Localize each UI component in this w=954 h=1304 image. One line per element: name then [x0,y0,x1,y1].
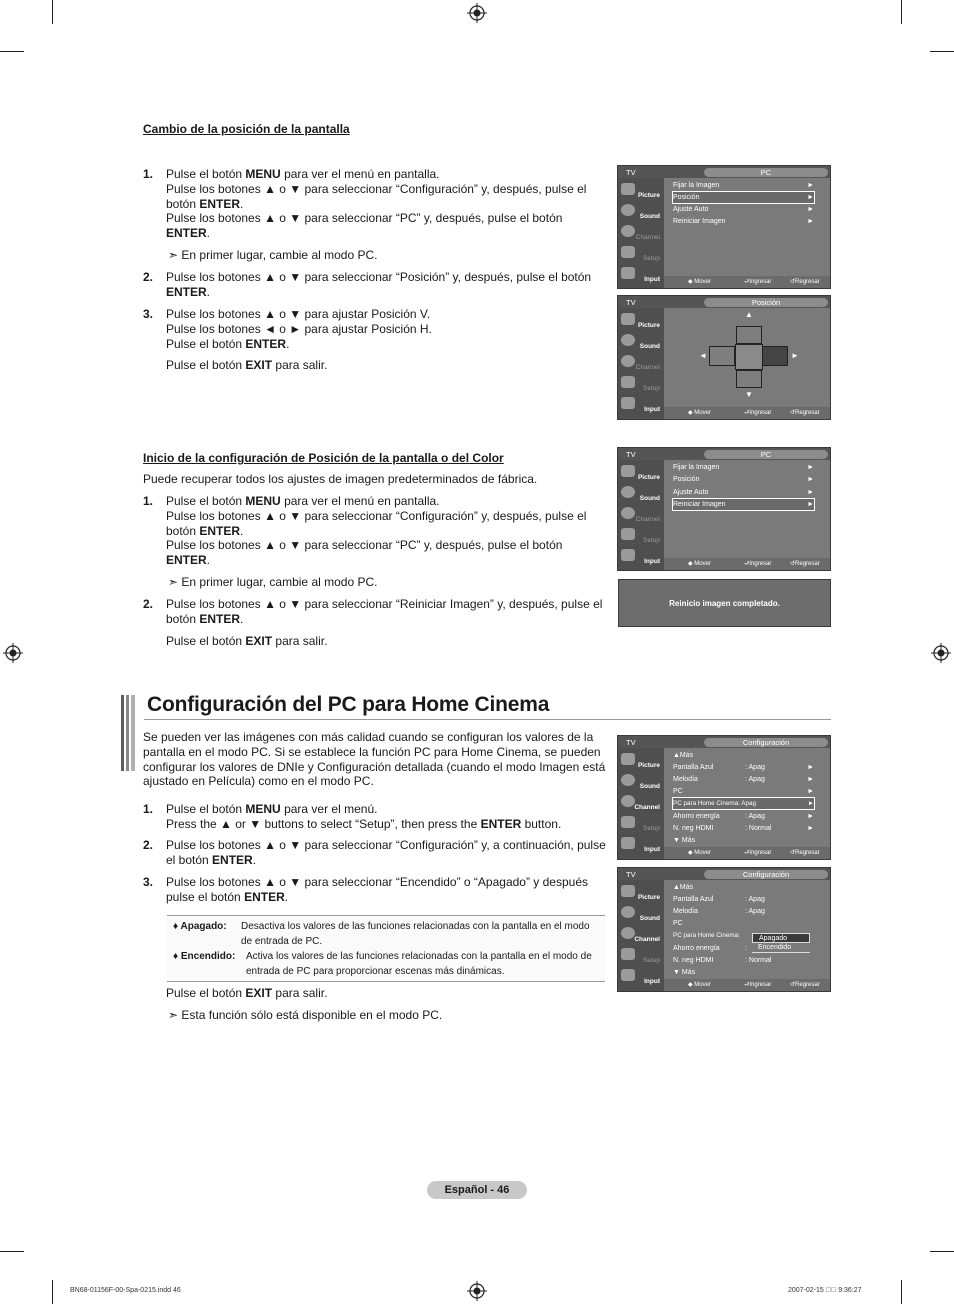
picture-icon [621,465,635,477]
section-heading-reset: Inicio de la configuración de Posición de la pantalla o del Color [143,451,504,465]
setup-icon [621,528,635,540]
crop-mark [52,0,53,24]
print-slug-right: 2007-02-15 ￿￿ 9:36:27 [788,1287,862,1294]
crop-mark [930,1251,954,1252]
osd-sidebar: Picture Sound Channel Setup Input [618,308,664,419]
osd-menu-item: ▲Más [673,884,694,891]
option-encendido: Encendido [752,943,810,953]
tv-osd-pc-menu-reset: TV PC Picture Sound Channel Setup Input Fijar la Imagen ► Posición ► Ajuste Auto ► Reiniciar Imagen ► ◆ Mover ⮐ Ingresar ↺ Regresar [617,447,831,571]
osd-header: Configuración [704,870,828,879]
step-2: 2. Pulse los botones ▲ o ▼ para seleccionar “Configuración” y, a continuación, pulse el botón ENTER. [143,838,606,867]
osd-menu-item: PC ► [673,788,814,795]
crop-mark [0,1251,24,1252]
sound-icon [621,204,635,216]
step-2: 2. Pulse los botones ▲ o ▼ para seleccionar “Reiniciar Imagen” y, después, pulse el botón ENTER. Pulse el botón EXIT para salir. [143,597,603,648]
osd-footer: ◆ Mover ⮐ Ingresar ↺ Regresar [664,847,830,859]
osd-menu-item: N. neg HDMI : Normal ► [673,825,814,832]
step-1: 1. Pulse el botón MENU para ver el menú en pantalla. Pulse los botones ▲ o ▼ para seleccionar “Configuración” y, después, pulse el botón ENTER. Pulse los botones ▲ o ▼ para seleccionar “PC” y, después, pulse el botón ENTER. [143,494,587,568]
osd-sidebar: Picture Sound Channel Setup Input [618,880,664,991]
osd-footer: ◆ Mover ⮐ Ingresar ↺ Regresar [664,979,830,991]
registration-mark-icon [3,643,23,663]
crop-mark [0,51,24,52]
channel-icon [621,927,635,939]
osd-menu-item-selected: Reiniciar Imagen ► [673,501,814,508]
input-icon [621,549,635,561]
page-title: Configuración del PC para Home Cinema [147,693,550,716]
osd-menu-item: Posición ► [673,476,814,483]
title-rule [144,719,831,720]
osd-menu-item-selected: Posición ► [673,194,814,201]
picture-icon [621,753,635,765]
info-box: ♦ Apagado: Desactiva los valores de las funciones relacionadas con la pantalla en el modo de entrada de PC. ♦ Encendido: Activa los valores de las funciones relacionadas con la pantalla en el modo de entrada de PC para proporcionar escenas más dinámicas. [167,915,605,982]
osd-sidebar: Picture Sound Channel Setup Input [618,460,664,570]
page-number: Español - 46 [427,1181,527,1199]
crop-mark [52,1280,53,1304]
step-1: 1. Pulse el botón MENU para ver el menú en pantalla. Pulse los botones ▲ o ▼ para seleccionar “Configuración” y, después, pulse el botón ENTER. Pulse los botones ▲ o ▼ para seleccionar “PC” y, después, pulse el botón ENTER. [143,167,587,241]
reset-complete-message: Reinicio imagen completado. [618,579,831,627]
section-heading-position: Cambio de la posición de la pantalla [143,122,350,136]
osd-footer: ◆ Mover ⮐ Ingresar ↺ Regresar [664,407,830,419]
arrow-left-icon: ◄ [699,351,707,360]
tv-osd-config-menu: TV Configuración Picture Sound Channel Setup Input ▲Más Pantalla Azul : Apag ► Melodía : Apag ► PC ► PC para Home Cinema: Apag ► Ahorro energía : Apag ► N. neg HDMI : Normal ► ▼ Más ◆ Mover ⮐ Ingresar ↺ Regresar [617,735,831,860]
osd-menu-item: N. neg HDMI : Normal [673,957,772,964]
osd-menu-item: Melodía : Apag ► [673,776,814,783]
osd-menu-item: ▲Más [673,752,694,759]
print-slug-left: BN68-01156F-00-Spa-0215.indd 46 [70,1287,181,1294]
step-3: 3. Pulse los botones ▲ o ▼ para ajustar Posición V. Pulse los botones ◄ o ► para ajustar Posición H. Pulse el botón ENTER. Pulse el botón EXIT para salir. [143,307,432,373]
channel-icon [621,507,635,519]
crop-mark [901,1280,902,1304]
note-pc-only: ➣ Esta función sólo está disponible en el modo PC. [168,1008,443,1022]
note-pc-mode: ➣ En primer lugar, cambie al modo PC. [168,248,378,262]
osd-menu-item: Pantalla Azul : Apag [673,896,765,903]
osd-menu-item: Ahorro energía : [673,945,747,952]
osd-menu-item: Reiniciar Imagen ► [673,218,814,225]
picture-icon [621,313,635,325]
osd-header: PC [704,168,828,177]
input-icon [621,397,635,409]
setup-icon [621,948,635,960]
picture-icon [621,183,635,195]
title-accent-bars [121,695,137,771]
osd-sidebar: Picture Sound Channel Setup Input [618,178,664,288]
osd-footer: ◆ Mover ⮐ Ingresar ↺ Regresar [664,558,830,570]
registration-mark-icon [467,1281,487,1301]
input-icon [621,267,635,279]
osd-menu-item: PC [673,920,683,927]
tv-osd-pc-menu: TV PC Picture Sound Channel Setup Input Fijar la Imagen ► Posición ► Ajuste Auto ► Reiniciar Imagen ► ◆ Mover ⮐ Ingresar ↺ Regresar [617,165,831,289]
channel-icon [621,795,635,807]
osd-header: PC [704,450,828,459]
osd-sidebar: Picture Sound Channel Setup Input [618,748,664,859]
tv-osd-position: TV Posición Picture Sound Channel Setup Input ▲ ▼ ◄ ► ◆ Mover ⮐ Ingresar ↺ Regresar [617,295,831,420]
input-icon [621,969,635,981]
arrow-up-icon: ▲ [745,310,753,319]
registration-mark-icon [467,3,487,23]
arrow-right-icon: ► [791,351,799,360]
setup-icon [621,376,635,388]
setup-icon [621,816,635,828]
sound-icon [621,486,635,498]
step-3: 3. Pulse los botones ▲ o ▼ para seleccionar “Encendido” o “Apagado” y después pulse el botón ENTER. [143,875,588,904]
osd-menu-item: Ajuste Auto ► [673,489,814,496]
osd-option-list [752,933,810,954]
channel-icon [621,355,635,367]
sound-icon [621,774,635,786]
osd-header: Configuración [704,738,828,747]
crop-mark [930,51,954,52]
osd-header: Posición [704,298,828,307]
sound-icon [621,334,635,346]
arrow-down-icon: ▼ [745,390,753,399]
osd-footer: ◆ Mover ⮐ Ingresar ↺ Regresar [664,276,830,288]
position-diagram [664,308,831,408]
osd-menu-item-selected: PC para Home Cinema: Apag ► [673,800,814,807]
registration-mark-icon [931,643,951,663]
step-1: 1. Pulse el botón MENU para ver el menú. Press the ▲ or ▼ buttons to select “Setup”, then press the ENTER button. [143,802,562,831]
reset-intro: Puede recuperar todos los ajustes de imagen predeterminados de fábrica. [143,472,538,486]
channel-icon [621,225,635,237]
sound-icon [621,906,635,918]
osd-menu-item: PC para Home Cinema: [673,932,740,939]
step-2: 2. Pulse los botones ▲ o ▼ para seleccionar “Posición” y, después, pulse el botón ENTER. [143,270,592,299]
osd-menu-item: Pantalla Azul : Apag ► [673,764,814,771]
osd-menu-item: Ahorro energía : Apag ► [673,813,814,820]
setup-icon [621,246,635,258]
osd-menu-item: ▼ Más [673,969,696,976]
osd-menu-item: ▼ Más [673,837,696,844]
tv-osd-config-options: TV Configuración Picture Sound Channel Setup Input ▲Más Pantalla Azul : Apag Melodía : Apag PC PC para Home Cinema: Ahorro energía : N. neg HDMI : Normal ▼ Más Apagado Encendido ◆ Mover ⮐ Ingresar ↺ Regresar [617,867,831,992]
crop-mark [901,0,902,24]
osd-menu-item: Melodía : Apag [673,908,765,915]
note-pc-mode: ➣ En primer lugar, cambie al modo PC. [168,575,378,589]
option-apagado: Apagado [752,933,810,943]
picture-icon [621,885,635,897]
osd-menu-item: Fijar la Imagen ► [673,182,814,189]
osd-menu-item: Ajuste Auto ► [673,206,814,213]
osd-menu-item: Fijar la Imagen ► [673,464,814,471]
exit-instruction: Pulse el botón EXIT para salir. [166,986,328,1000]
home-cinema-intro: Se pueden ver las imágenes con más calidad cuando se configuran los valores de la pantalla en el modo PC. Si se establece la función PC para Home Cinema, se pueden configurar los valores de DNIe y Configuración detallada (cuando el modo Imagen está ajustado en Película) como en el modo PC. [143,730,606,789]
input-icon [621,837,635,849]
